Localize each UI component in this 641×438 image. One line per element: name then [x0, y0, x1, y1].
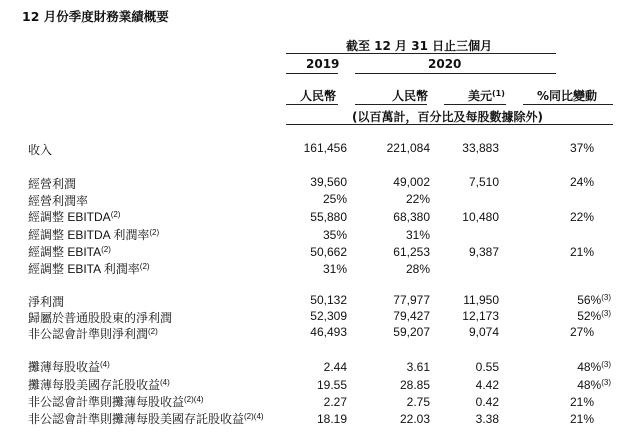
value-2019: 18.19: [316, 412, 347, 426]
year-2019-rule: [286, 73, 338, 74]
value-2019: 46,493: [310, 325, 347, 339]
value-2019: 50,132: [310, 293, 347, 307]
row-label: 非公認會計準則攤薄每股美國存託股收益$^{(2)(4)}$: [28, 412, 264, 426]
value-2019: 161,456: [303, 141, 347, 155]
row-label: 經營利潤率: [28, 194, 89, 208]
value-2019: 52,309: [310, 309, 347, 323]
value-yoy: 48%$^{(3)}$: [577, 360, 611, 374]
value-usd: 0.55: [475, 360, 499, 374]
row-label: 經調整 EBITA$^{(2)}$: [28, 245, 111, 259]
value-2020: 77,977: [393, 293, 430, 307]
value-2020: 2.75: [406, 395, 430, 409]
value-usd: 9,387: [468, 245, 499, 259]
row-label: 非公認會計準則攤薄每股收益$^{(2)(4)}$: [28, 395, 204, 409]
value-yoy: 52%$^{(3)}$: [577, 309, 611, 323]
value-2019: 25%: [322, 192, 347, 206]
row-label: 非公認會計準則淨利潤$^{(2)}$: [28, 327, 158, 341]
value-2019: 19.55: [316, 378, 347, 392]
value-2020: 28.85: [399, 378, 430, 392]
row-label: 經調整 EBITDA$^{(2)}$: [28, 210, 121, 224]
yoy-header: %同比變動: [537, 89, 598, 103]
value-usd: 7,510: [468, 175, 499, 189]
value-2019: 2.27: [323, 395, 347, 409]
rmb-2019-header: 人民幣: [300, 89, 337, 103]
value-2020: 3.61: [406, 360, 430, 374]
value-yoy: 21%: [569, 412, 594, 426]
value-yoy: 22%: [569, 210, 594, 224]
row-label: 經調整 EBITA 利潤率$^{(2)}$: [28, 262, 150, 276]
year-2020-header: 2020: [428, 57, 462, 71]
value-2020: 79,427: [393, 309, 430, 323]
value-usd: 10,480: [462, 210, 499, 224]
row-label: 淨利潤: [28, 295, 65, 309]
value-2020: 31%: [405, 228, 430, 242]
row-label: 歸屬於普通股股東的淨利潤: [28, 311, 173, 325]
value-usd: 33,883: [462, 141, 499, 155]
row-label: 收入: [28, 143, 53, 157]
unit-rule: [286, 124, 613, 125]
yoy-rule: [523, 104, 613, 105]
value-usd: 9,074: [468, 325, 499, 339]
row-label: 經調整 EBITDA 利潤率$^{(2)}$: [28, 228, 160, 242]
row-label: 經營利潤: [28, 177, 77, 191]
period-rule: [286, 53, 556, 54]
value-2020: 22%: [405, 192, 430, 206]
value-2019: 35%: [322, 228, 347, 242]
value-2019: 31%: [322, 262, 347, 276]
usd-header: 美元$^{(1)}$: [468, 89, 505, 103]
value-2020: 28%: [405, 262, 430, 276]
value-2020: 59,207: [393, 325, 430, 339]
value-2020: 61,253: [393, 245, 430, 259]
usd-rule: [444, 104, 506, 105]
value-2019: 39,560: [310, 175, 347, 189]
value-usd: 3.38: [475, 412, 499, 426]
value-2019: 2.44: [323, 360, 347, 374]
value-usd: 4.42: [475, 378, 499, 392]
value-yoy: 24%: [569, 175, 594, 189]
rmb-2020-header: 人民幣: [392, 89, 429, 103]
value-yoy: 27%: [569, 325, 594, 339]
value-yoy: 21%: [569, 395, 594, 409]
year-2020-rule: [355, 73, 556, 74]
value-yoy: 37%: [569, 141, 594, 155]
value-yoy: 56%$^{(3)}$: [577, 293, 611, 307]
value-yoy: 48%$^{(3)}$: [577, 378, 611, 392]
value-2020: 221,084: [386, 141, 430, 155]
value-usd: 0.42: [475, 395, 499, 409]
value-2019: 55,880: [310, 210, 347, 224]
unit-note: (以百萬計，百分比及每股數據除外): [352, 110, 543, 124]
year-2019-header: 2019: [306, 57, 340, 71]
period-header: 截至 12 月 31 日止三個月: [346, 39, 493, 53]
value-usd: 11,950: [463, 293, 499, 307]
rmb-2019-rule: [286, 104, 338, 105]
row-label: 攤薄每股美國存託股收益$^{(4)}$: [28, 378, 170, 392]
row-label: 攤薄每股收益$^{(4)}$: [28, 360, 110, 374]
value-2020: 49,002: [393, 175, 430, 189]
rmb-2020-rule: [355, 104, 427, 105]
value-usd: 12,173: [462, 309, 499, 323]
value-2020: 68,380: [393, 210, 430, 224]
page-title: 12 月份季度財務業績概要: [22, 9, 169, 24]
value-2020: 22.03: [399, 412, 430, 426]
value-yoy: 21%: [569, 245, 594, 259]
value-2019: 50,662: [310, 245, 347, 259]
